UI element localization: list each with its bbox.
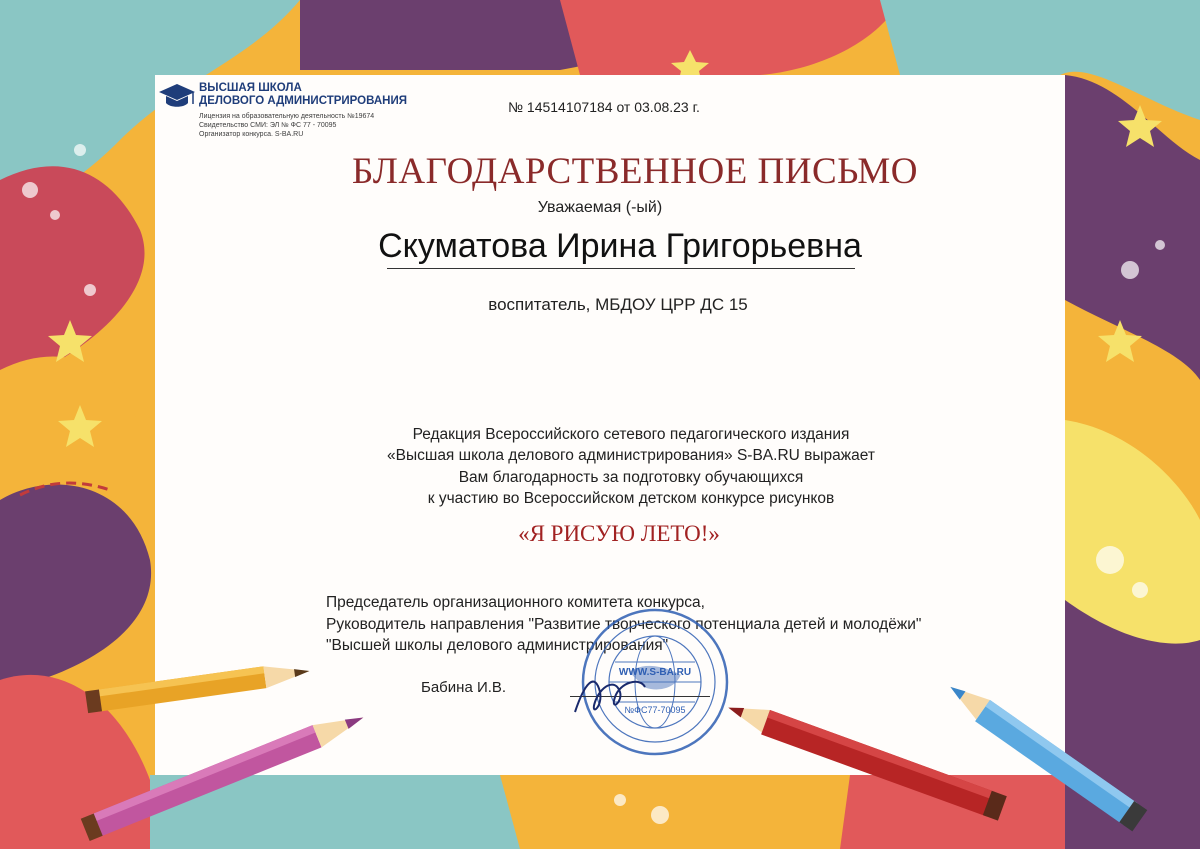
organizer-text: Организатор конкурса. S-BA.RU — [199, 131, 304, 138]
organization-logo — [158, 82, 458, 144]
certificate-text: Свидетельство СМИ: ЭЛ № ФС 77 - 70095 — [199, 122, 337, 129]
chair-line: Председатель организационного комитета конкурса, — [326, 594, 705, 611]
greeting: Уважаемая (-ый) — [537, 199, 663, 216]
signer-name: Бабина И.В. — [421, 679, 507, 696]
body-line: «Высшая школа делового администрирования» S-BA.RU выражает — [387, 447, 875, 465]
chair-line: Руководитель направления "Развитие творческого потенциала детей и молодёжи" — [326, 615, 922, 633]
license-text: Лицензия на образовательную деятельность №19674 — [199, 113, 375, 120]
contest-name: «Я РИСУЮ ЛЕТО!» — [518, 521, 720, 546]
letter-title: БЛАГОДАРСТВЕННОЕ ПИСЬМО — [351, 151, 919, 192]
stamp-registration: №ФС77-70095 — [624, 705, 686, 715]
letter-body — [0, 424, 1200, 509]
recipient-position: воспитатель, МБДОУ ЦРР ДС 15 — [488, 295, 748, 314]
name-underline — [387, 268, 855, 269]
document-number: № 14514107184 от 03.08.23 г. — [508, 99, 700, 115]
logo-title-line1: ВЫСШАЯ ШКОЛА — [199, 82, 302, 94]
stamp-url: WWW.S-BA.RU — [618, 667, 692, 678]
recipient-name: Скуматова Ирина Григорьевна — [378, 227, 862, 265]
graduation-cap-icon — [158, 82, 196, 110]
body-line: Вам благодарность за подготовку обучающихся — [458, 468, 804, 486]
body-line: Редакция Всероссийского сетевого педагогического издания — [412, 426, 850, 443]
body-line: к участию во Всероссийском детском конкурсе рисунков — [427, 489, 835, 507]
chair-line: "Высшей школы делового администрирования" — [326, 637, 669, 654]
handwritten-signature — [565, 662, 655, 732]
logo-title-line2: ДЕЛОВОГО АДМИНИСТРИРОВАНИЯ — [199, 95, 408, 107]
